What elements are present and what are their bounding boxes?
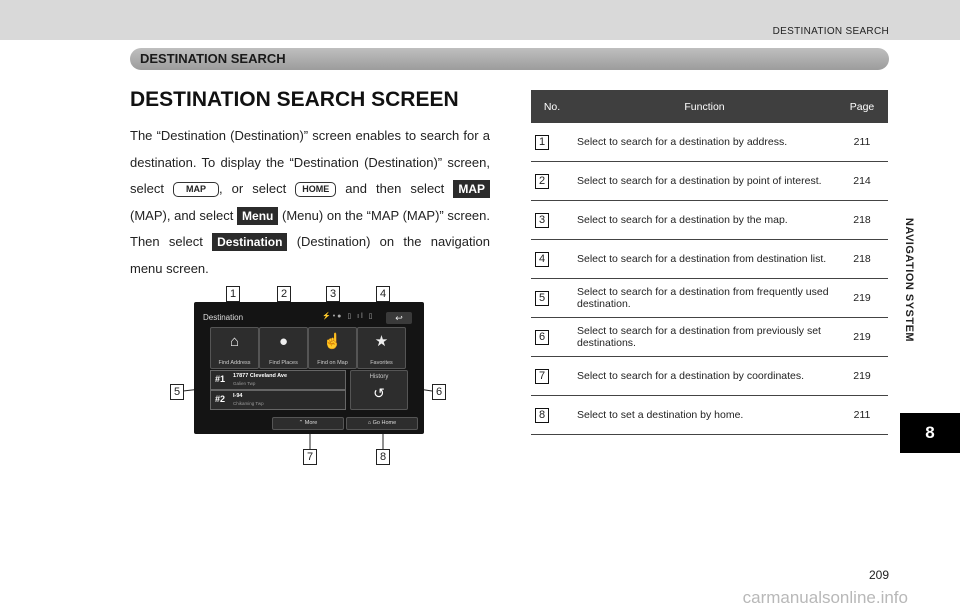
callout-4: 4 [376, 286, 390, 302]
star-icon: ★ [374, 333, 389, 350]
row-number: 7 [535, 369, 549, 384]
row-page: 214 [836, 162, 888, 201]
history-button[interactable] [350, 370, 408, 410]
destination-screen-figure [194, 302, 424, 434]
row-function: Select to search for a destination by the map. [573, 201, 836, 240]
row-function: Select to set a destination by home. [573, 396, 836, 435]
intro-paragraph [130, 123, 490, 282]
map-key-icon: MAP [173, 182, 219, 197]
recent-sub: Chikaming Twp [233, 401, 264, 406]
find-places-tile[interactable] [259, 327, 308, 369]
section-banner [130, 48, 889, 70]
table-row [531, 357, 888, 396]
col-page: Page [836, 90, 888, 123]
row-number: 5 [535, 291, 549, 306]
callout-7: 7 [303, 449, 317, 465]
row-function: Select to search for a destination by coordinates. [573, 357, 836, 396]
home-search-icon: ⌂ [229, 333, 240, 350]
map-button-icon: MAP [453, 180, 490, 198]
chevron-up-icon: ⌃ [298, 420, 304, 426]
page-number: 209 [868, 568, 889, 582]
row-number: 2 [535, 174, 549, 189]
recent-rank: #1 [215, 374, 226, 384]
table-row [531, 396, 888, 435]
row-page: 219 [836, 279, 888, 318]
go-home-label: Go Home [372, 420, 397, 426]
table-row [531, 162, 888, 201]
tile-label: Find Places [269, 360, 298, 366]
table-row [531, 240, 888, 279]
table-header-row [531, 90, 888, 123]
history-icon: ↺ [373, 385, 385, 401]
row-function: Select to search for a destination from previously set destinations. [573, 318, 836, 357]
intro-text: (MAP), and select [130, 207, 238, 223]
history-label: History [369, 374, 389, 380]
callout-1: 1 [226, 286, 240, 302]
row-function: Select to search for a destination from frequently used destination. [573, 279, 836, 318]
section-label: DESTINATION SEARCH [140, 51, 286, 66]
table-row [531, 279, 888, 318]
table-row [531, 123, 888, 162]
row-number: 6 [535, 330, 549, 345]
back-icon[interactable]: ↩ [386, 312, 412, 324]
intro-text: and then select [336, 181, 454, 196]
watermark: carmanualsonline.info [742, 588, 908, 607]
destination-button-icon: Destination [212, 233, 287, 251]
tile-label: Find Address [218, 360, 251, 366]
intro-text: The “Destination (Destination)” screen enables to search for a destination. To display the “Destination (Destination)” screen, select [130, 128, 490, 196]
pin-icon: ● [278, 333, 289, 350]
chapter-tab: 8 [900, 413, 960, 453]
row-function: Select to search for a destination by point of interest. [573, 162, 836, 201]
tile-label: Find on Map [317, 360, 348, 366]
hand-touch-icon: ☝ [323, 333, 342, 350]
page-heading: DESTINATION SEARCH SCREEN [130, 88, 459, 111]
more-button[interactable] [272, 417, 344, 430]
recent-name: I-94 [233, 393, 243, 399]
recent-name: 17877 Cleveland Ave [233, 373, 288, 379]
running-header: DESTINATION SEARCH [772, 26, 889, 37]
find-address-tile[interactable] [210, 327, 259, 369]
callout-3: 3 [326, 286, 340, 302]
table-row [531, 318, 888, 357]
recent-rank: #2 [215, 394, 226, 404]
favorites-tile[interactable] [357, 327, 406, 369]
go-home-button[interactable] [346, 417, 418, 430]
menu-button-icon: Menu [237, 207, 278, 225]
row-function: Select to search for a destination from destination list. [573, 240, 836, 279]
table-row [531, 201, 888, 240]
recent-destination-1[interactable] [210, 370, 346, 390]
screen-title: Destination [203, 313, 244, 322]
col-no: No. [531, 90, 573, 123]
function-table [531, 90, 888, 435]
intro-text: (Destination) on the navigation menu screen. [130, 234, 490, 276]
callout-8: 8 [376, 449, 390, 465]
callout-6: 6 [432, 384, 446, 400]
side-chapter-label [895, 150, 923, 410]
row-function: Select to search for a destination by address. [573, 123, 836, 162]
recent-rank-value: 2 [220, 394, 226, 404]
row-number: 3 [535, 213, 549, 228]
intro-text: (Menu) on the “MAP (MAP)” screen. Then select [130, 207, 490, 249]
recent-sub: Galien Twp [233, 381, 256, 386]
row-page: 219 [836, 318, 888, 357]
home-key-icon: HOME [295, 182, 336, 197]
recent-rank-value: 1 [220, 374, 226, 384]
home-icon: ⌂ [367, 420, 372, 426]
find-on-map-tile[interactable] [308, 327, 357, 369]
more-label: More [304, 420, 318, 426]
recent-destination-2[interactable] [210, 390, 346, 410]
row-page: 218 [836, 240, 888, 279]
row-page: 219 [836, 357, 888, 396]
row-page: 211 [836, 396, 888, 435]
side-chapter-text: NAVIGATION SYSTEM [903, 217, 915, 343]
row-number: 4 [535, 252, 549, 267]
row-number: 1 [535, 135, 549, 150]
row-page: 218 [836, 201, 888, 240]
callout-5: 5 [170, 384, 184, 400]
tile-label: Favorites [370, 360, 393, 366]
row-page: 211 [836, 123, 888, 162]
intro-text: , or select [219, 181, 296, 196]
row-number: 8 [535, 408, 549, 423]
col-function: Function [573, 90, 836, 123]
callout-2: 2 [277, 286, 291, 302]
status-icons: ⚡•● ▯ ıl ▯ [322, 313, 375, 320]
